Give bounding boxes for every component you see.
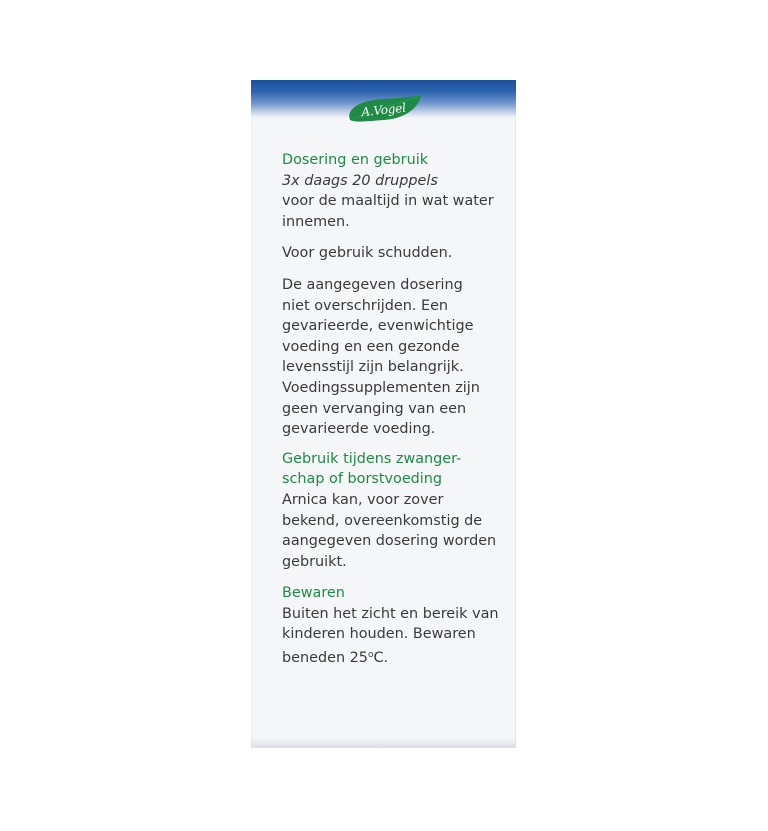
pregnancy-line: aangegeven dosering worden: [282, 533, 497, 550]
pregnancy-line: Arnica kan, voor zover: [282, 491, 444, 508]
pregnancy-line: bekend, overeenkomstig de: [282, 512, 483, 529]
storage-temperature: [282, 645, 512, 669]
warning-line: gevarieerde, evenwichtige: [282, 318, 474, 335]
dosage-line: innemen.: [282, 213, 350, 230]
warning-line: gevarieerde voeding.: [282, 421, 436, 438]
product-label-panel: [251, 80, 516, 748]
panel-bottom-shade: [251, 738, 516, 748]
warning-line: geen vervanging van een: [282, 400, 467, 417]
dosage-heading: Dosering en gebruik: [282, 152, 429, 168]
storage-line: kinderen houden. Bewaren: [282, 626, 476, 643]
label-text-content: [282, 150, 512, 669]
warning-line: levensstijl zijn belangrijk.: [282, 359, 464, 376]
pregnancy-heading: Gebruik tijdens zwanger-: [282, 450, 462, 467]
warning-line: Voedingssupplementen zijn: [282, 379, 480, 396]
warning-line: voeding en een gezonde: [282, 338, 460, 355]
warning-line: niet overschrijden. Een: [282, 297, 449, 314]
dosage-amount: 3x daags 20 druppels: [282, 172, 438, 189]
brand-logo: [344, 92, 423, 127]
storage-heading: Bewaren: [282, 585, 345, 602]
logo-text: A.Vogel: [360, 100, 407, 119]
pregnancy-line: gebruikt.: [282, 553, 347, 570]
shake-instruction: Voor gebruik schudden.: [282, 245, 453, 262]
pregnancy-heading: schap of borstvoeding: [282, 471, 443, 488]
degree-symbol: o: [367, 650, 374, 661]
storage-temp-suffix: C.: [373, 650, 389, 667]
dosage-line: voor de maaltijd in wat water: [282, 193, 494, 210]
warning-line: De aangegeven dosering: [282, 276, 463, 293]
storage-line: Buiten het zicht en bereik van: [282, 605, 499, 622]
storage-temp-prefix: beneden 25: [282, 650, 368, 667]
